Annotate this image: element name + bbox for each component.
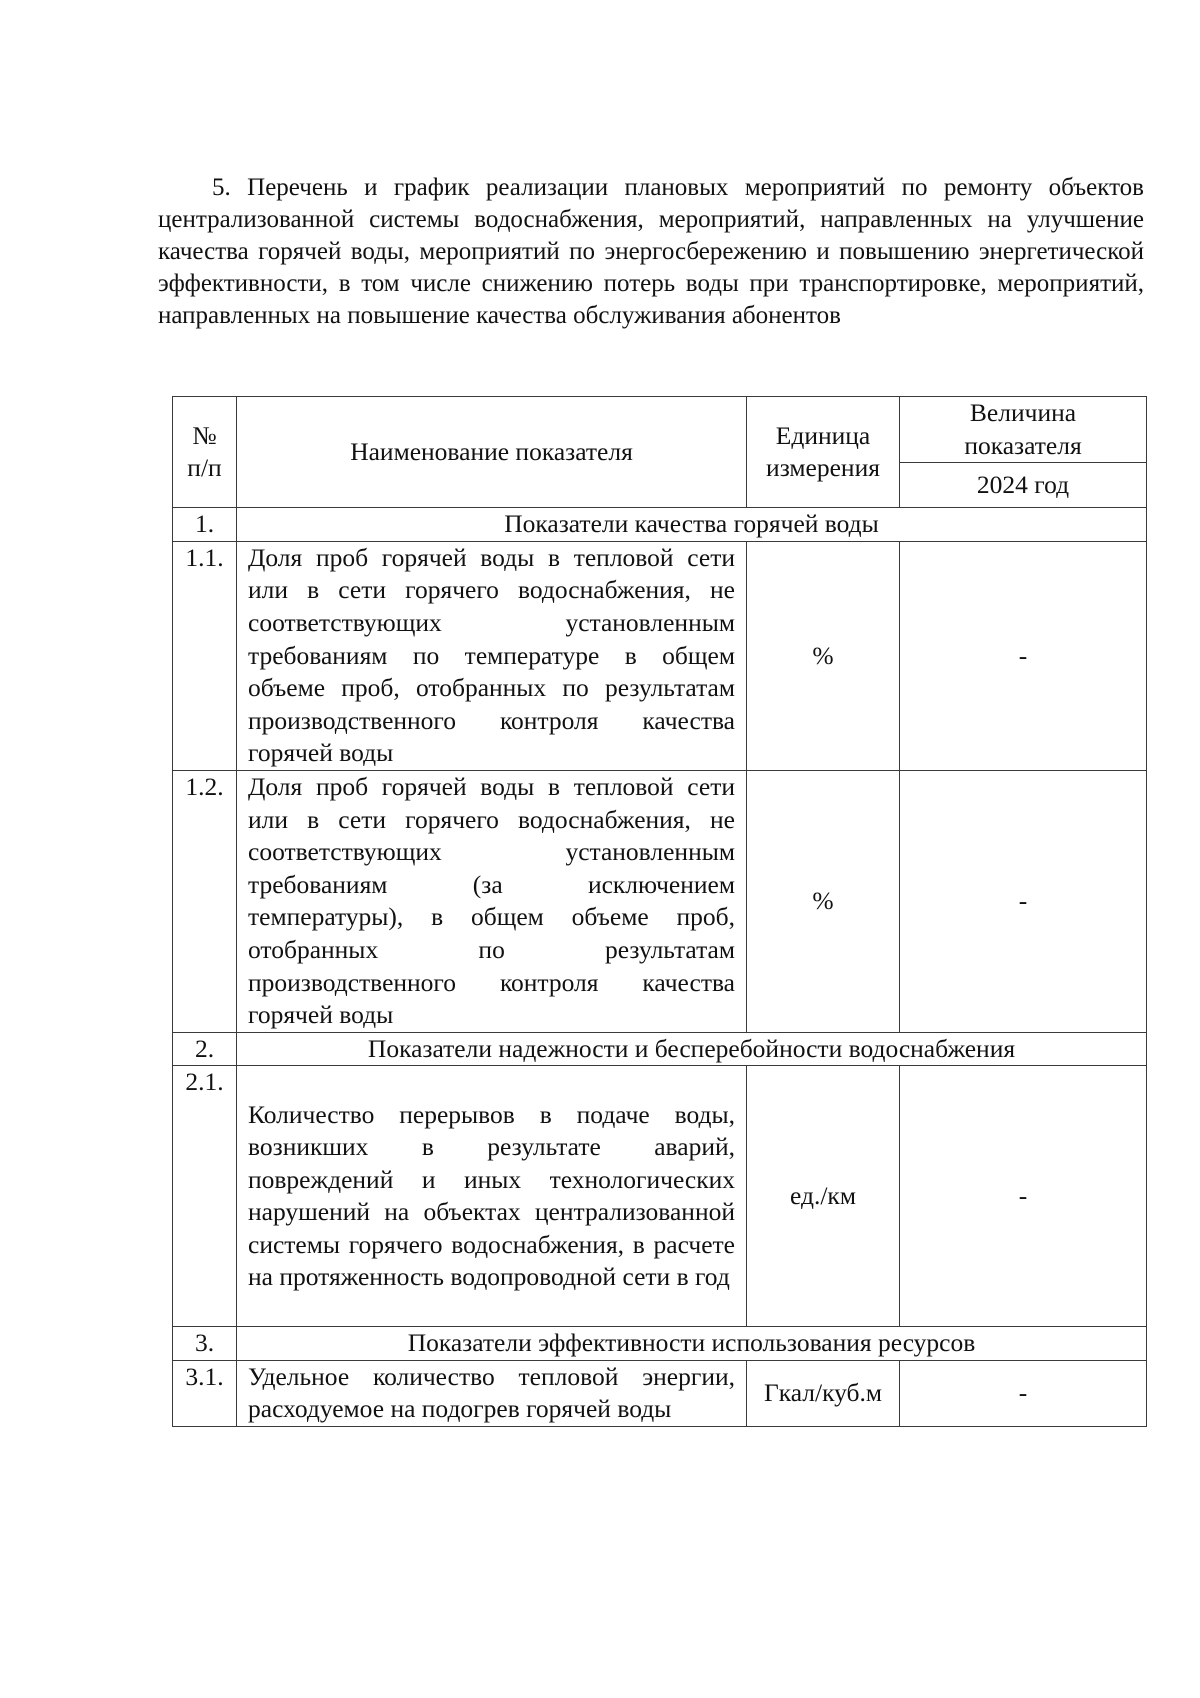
row-num: 1.2.	[173, 770, 237, 1032]
row-name: Доля проб горячей воды в тепловой сети или в сети горячего водоснабжения, не соответствующих установленным требованиям по температуре в общем объеме проб, отобранных по результатам производственного контроля качества горячей воды	[237, 541, 747, 770]
section-num: 1.	[173, 508, 237, 542]
header-value-line1: Величина	[969, 398, 1077, 427]
section-num: 2.	[173, 1032, 237, 1066]
header-unit-line1: Единица	[775, 420, 871, 450]
section-title: Показатели эффективности использования ресурсов	[237, 1327, 1147, 1361]
row-name: Удельное количество тепловой энергии, расходуемое на подогрев горячей воды	[237, 1360, 747, 1426]
row-value: -	[900, 1066, 1147, 1327]
section-title: Показатели надежности и бесперебойности водоснабжения	[237, 1032, 1147, 1066]
header-num-cell	[173, 397, 237, 508]
row-unit: %	[747, 770, 900, 1032]
header-num-line2: п/п	[187, 453, 222, 483]
row-name: Количество перерывов в подаче воды, возникших в результате аварий, повреждений и иных технологических нарушений на объектах централизованной системы горячего водоснабжения, в расчете на протяженность водопроводной сети в год	[237, 1066, 747, 1327]
row-num: 3.1.	[173, 1360, 237, 1426]
section-num: 3.	[173, 1327, 237, 1361]
row-unit: Гкал/куб.м	[747, 1360, 900, 1426]
row-unit: ед./км	[747, 1066, 900, 1327]
row-num: 2.1.	[173, 1066, 237, 1327]
header-unit-line2: измерения	[766, 453, 880, 483]
header-unit-cell	[747, 397, 900, 508]
header-num-line1: №	[192, 420, 217, 450]
section-title: Показатели качества горячей воды	[237, 508, 1147, 542]
header-value-line2: показателя	[964, 430, 1082, 460]
header-name-cell: Наименование показателя	[237, 397, 747, 508]
indicators-table	[172, 396, 1147, 1427]
row-value: -	[900, 770, 1147, 1032]
row-value: -	[900, 541, 1147, 770]
row-unit: %	[747, 541, 900, 770]
row-value: -	[900, 1360, 1147, 1426]
header-year-cell: 2024 год	[900, 463, 1147, 508]
row-name: Доля проб горячей воды в тепловой сети или в сети горячего водоснабжения, не соответствующих установленным требованиям (за исключением температуры), в общем объеме проб, отобранных по результатам производственного контроля качества горячей воды	[237, 770, 747, 1032]
row-num: 1.1.	[173, 541, 237, 770]
intro-paragraph: 5. Перечень и график реализации плановых мероприятий по ремонту объектов централизованной системы водоснабжения, мероприятий, направленных на улучшение качества горячей воды, мероприятий по энергосбережению и повышению энергетической эффективности, в том числе снижению потерь воды при транспортировке, мероприятий, направленных на повышение качества обслуживания абонентов	[158, 174, 1144, 329]
header-value-cell	[900, 397, 1147, 463]
